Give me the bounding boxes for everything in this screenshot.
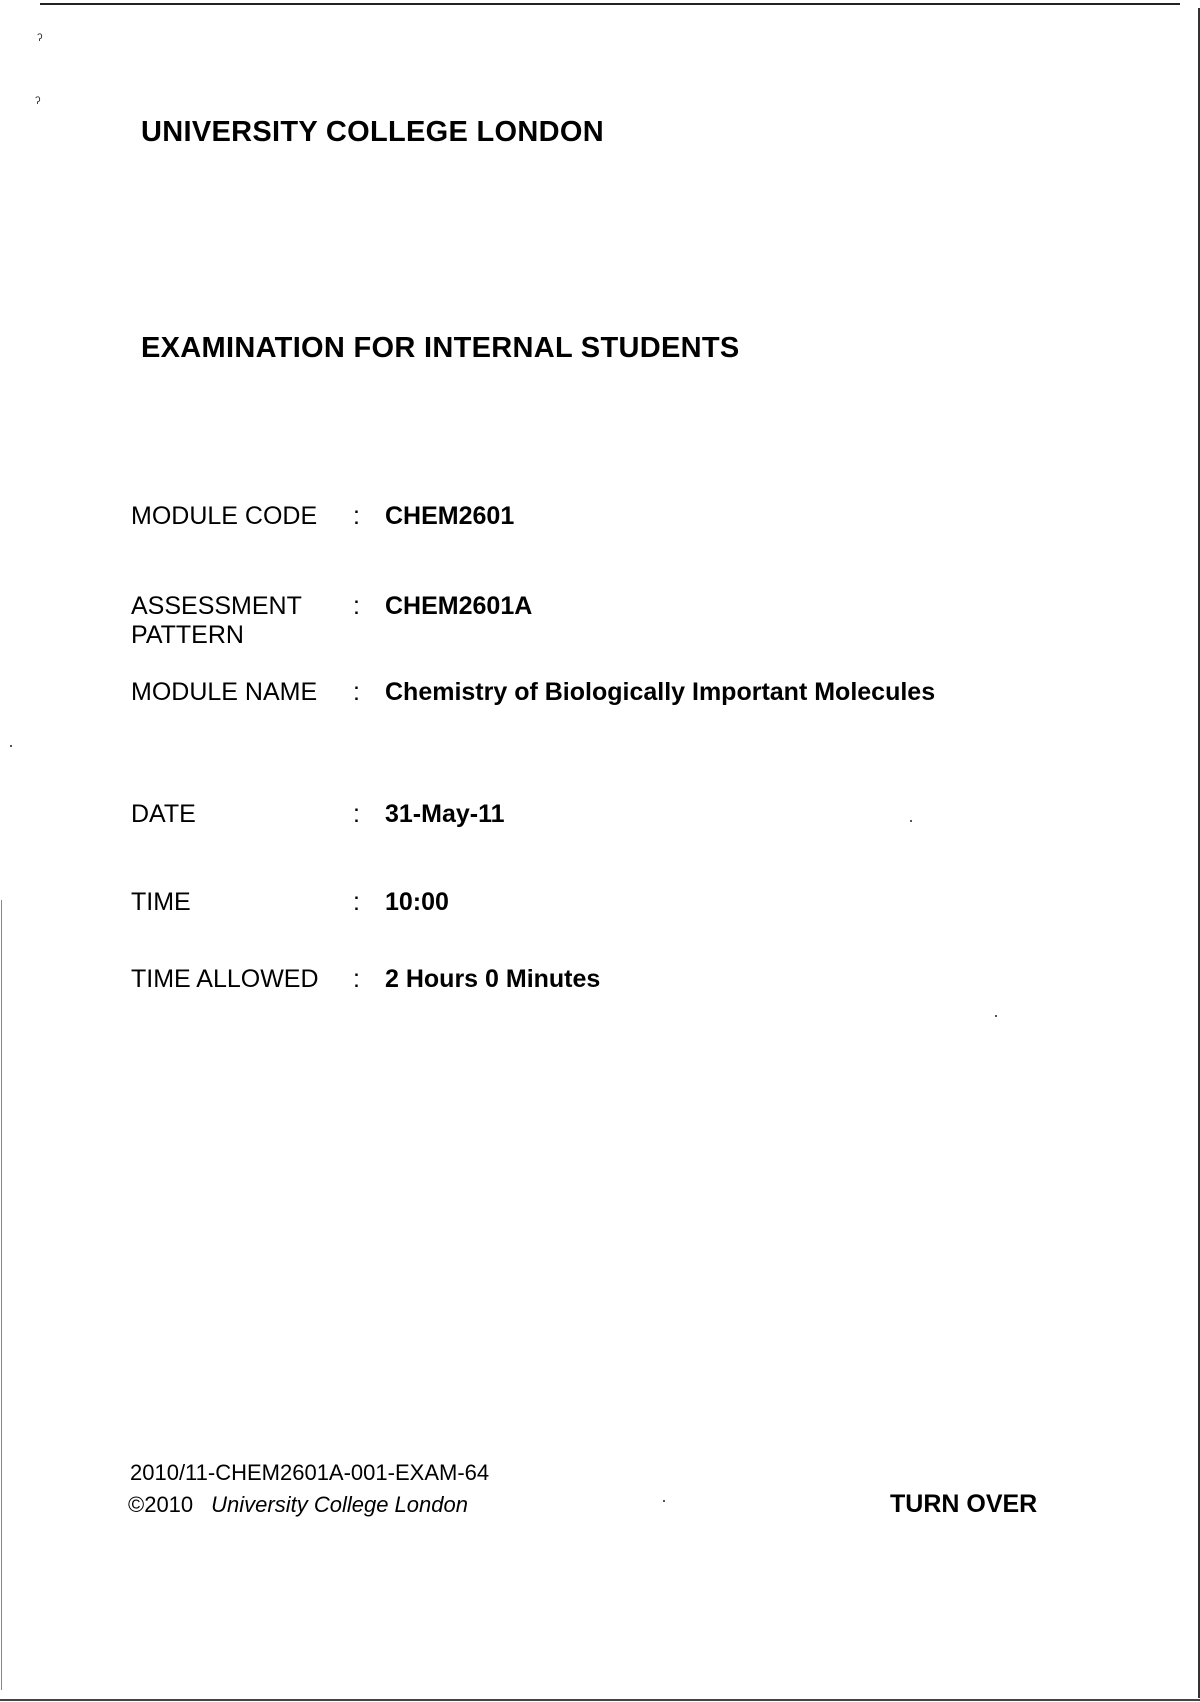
- copyright-line: [128, 1492, 468, 1518]
- scan-speck: [995, 1015, 997, 1017]
- exam-reference-code: 2010/11-CHEM2601A-001-EXAM-64: [130, 1460, 490, 1485]
- field-separator: :: [353, 888, 360, 916]
- module-code-label: MODULE CODE: [131, 502, 318, 530]
- scan-border-bottom: [0, 1699, 1200, 1701]
- module-name-value: Chemistry of Biologically Important Molecules: [385, 678, 936, 706]
- time-allowed-label: TIME ALLOWED: [131, 965, 319, 993]
- assessment-pattern-value: CHEM2601A: [385, 592, 533, 620]
- date-value: 31-May-11: [385, 800, 505, 828]
- scan-artifact: ˀ: [35, 95, 41, 112]
- time-label: TIME: [131, 888, 191, 916]
- field-separator: :: [353, 502, 360, 530]
- copyright-holder: University College London: [211, 1492, 468, 1517]
- scan-border-top: [40, 3, 1180, 5]
- institution-heading: UNIVERSITY COLLEGE LONDON: [141, 116, 604, 148]
- scan-artifact: ˀ: [37, 32, 43, 49]
- field-separator: :: [353, 678, 360, 706]
- date-label: DATE: [131, 800, 196, 828]
- assessment-pattern-label: ASSESSMENT PATTERN: [131, 592, 302, 649]
- turn-over-label: TURN OVER: [890, 1490, 1038, 1518]
- scan-speck: [663, 1500, 665, 1502]
- field-separator: :: [353, 965, 360, 993]
- copyright-year: ©2010: [128, 1492, 194, 1517]
- exam-type-heading: EXAMINATION FOR INTERNAL STUDENTS: [141, 332, 740, 364]
- field-separator: :: [353, 800, 360, 828]
- module-code-value: CHEM2601: [385, 502, 515, 530]
- scan-speck: [10, 745, 12, 747]
- scan-speck: [910, 820, 912, 822]
- scan-border-left: [1, 900, 2, 1690]
- time-allowed-value: 2 Hours 0 Minutes: [385, 965, 601, 993]
- module-name-label: MODULE NAME: [131, 678, 318, 706]
- time-value: 10:00: [385, 888, 449, 916]
- field-separator: :: [353, 592, 360, 620]
